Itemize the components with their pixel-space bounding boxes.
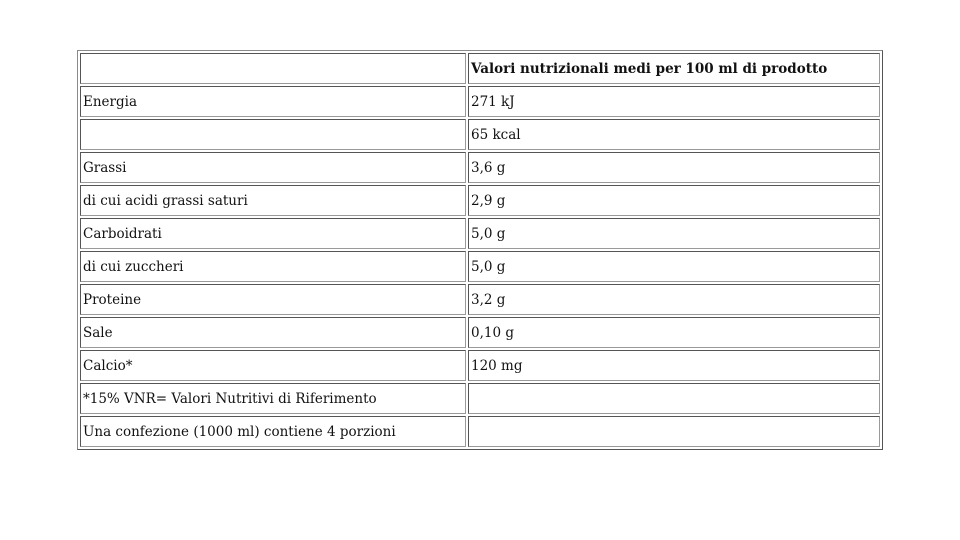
row-value-energia-kcal: 65 kcal: [468, 119, 880, 150]
table-row: [80, 152, 880, 183]
row-value-sale: 0,10 g: [468, 317, 880, 348]
table-row: [80, 317, 880, 348]
row-value-porzioni: [468, 416, 880, 447]
table-row: [80, 383, 880, 414]
table-header-row: [80, 53, 880, 84]
row-label-sale: Sale: [80, 317, 466, 348]
table-row: [80, 86, 880, 117]
nutrition-table: [77, 50, 883, 450]
header-label-cell: [80, 53, 466, 84]
table-row: [80, 119, 880, 150]
row-value-energia-kj: 271 kJ: [468, 86, 880, 117]
row-value-grassi: 3,6 g: [468, 152, 880, 183]
table-row: [80, 350, 880, 381]
row-label-grassi: Grassi: [80, 152, 466, 183]
row-label-calcio: Calcio*: [80, 350, 466, 381]
header-value-cell: Valori nutrizionali medi per 100 ml di prodotto: [468, 53, 880, 84]
table-row: [80, 251, 880, 282]
row-label-energia: Energia: [80, 86, 466, 117]
row-label-empty: [80, 119, 466, 150]
row-label-porzioni: Una confezione (1000 ml) contiene 4 porzioni: [80, 416, 466, 447]
row-value-vnr-note: [468, 383, 880, 414]
row-value-calcio: 120 mg: [468, 350, 880, 381]
row-label-proteine: Proteine: [80, 284, 466, 315]
table-row: [80, 218, 880, 249]
row-value-carboidrati: 5,0 g: [468, 218, 880, 249]
row-label-carboidrati: Carboidrati: [80, 218, 466, 249]
row-value-saturi: 2,9 g: [468, 185, 880, 216]
row-value-proteine: 3,2 g: [468, 284, 880, 315]
table-row: [80, 416, 880, 447]
row-label-vnr-note: *15% VNR= Valori Nutritivi di Riferimento: [80, 383, 466, 414]
row-value-zuccheri: 5,0 g: [468, 251, 880, 282]
row-label-zuccheri: di cui zuccheri: [80, 251, 466, 282]
row-label-saturi: di cui acidi grassi saturi: [80, 185, 466, 216]
table-row: [80, 185, 880, 216]
table-row: [80, 284, 880, 315]
